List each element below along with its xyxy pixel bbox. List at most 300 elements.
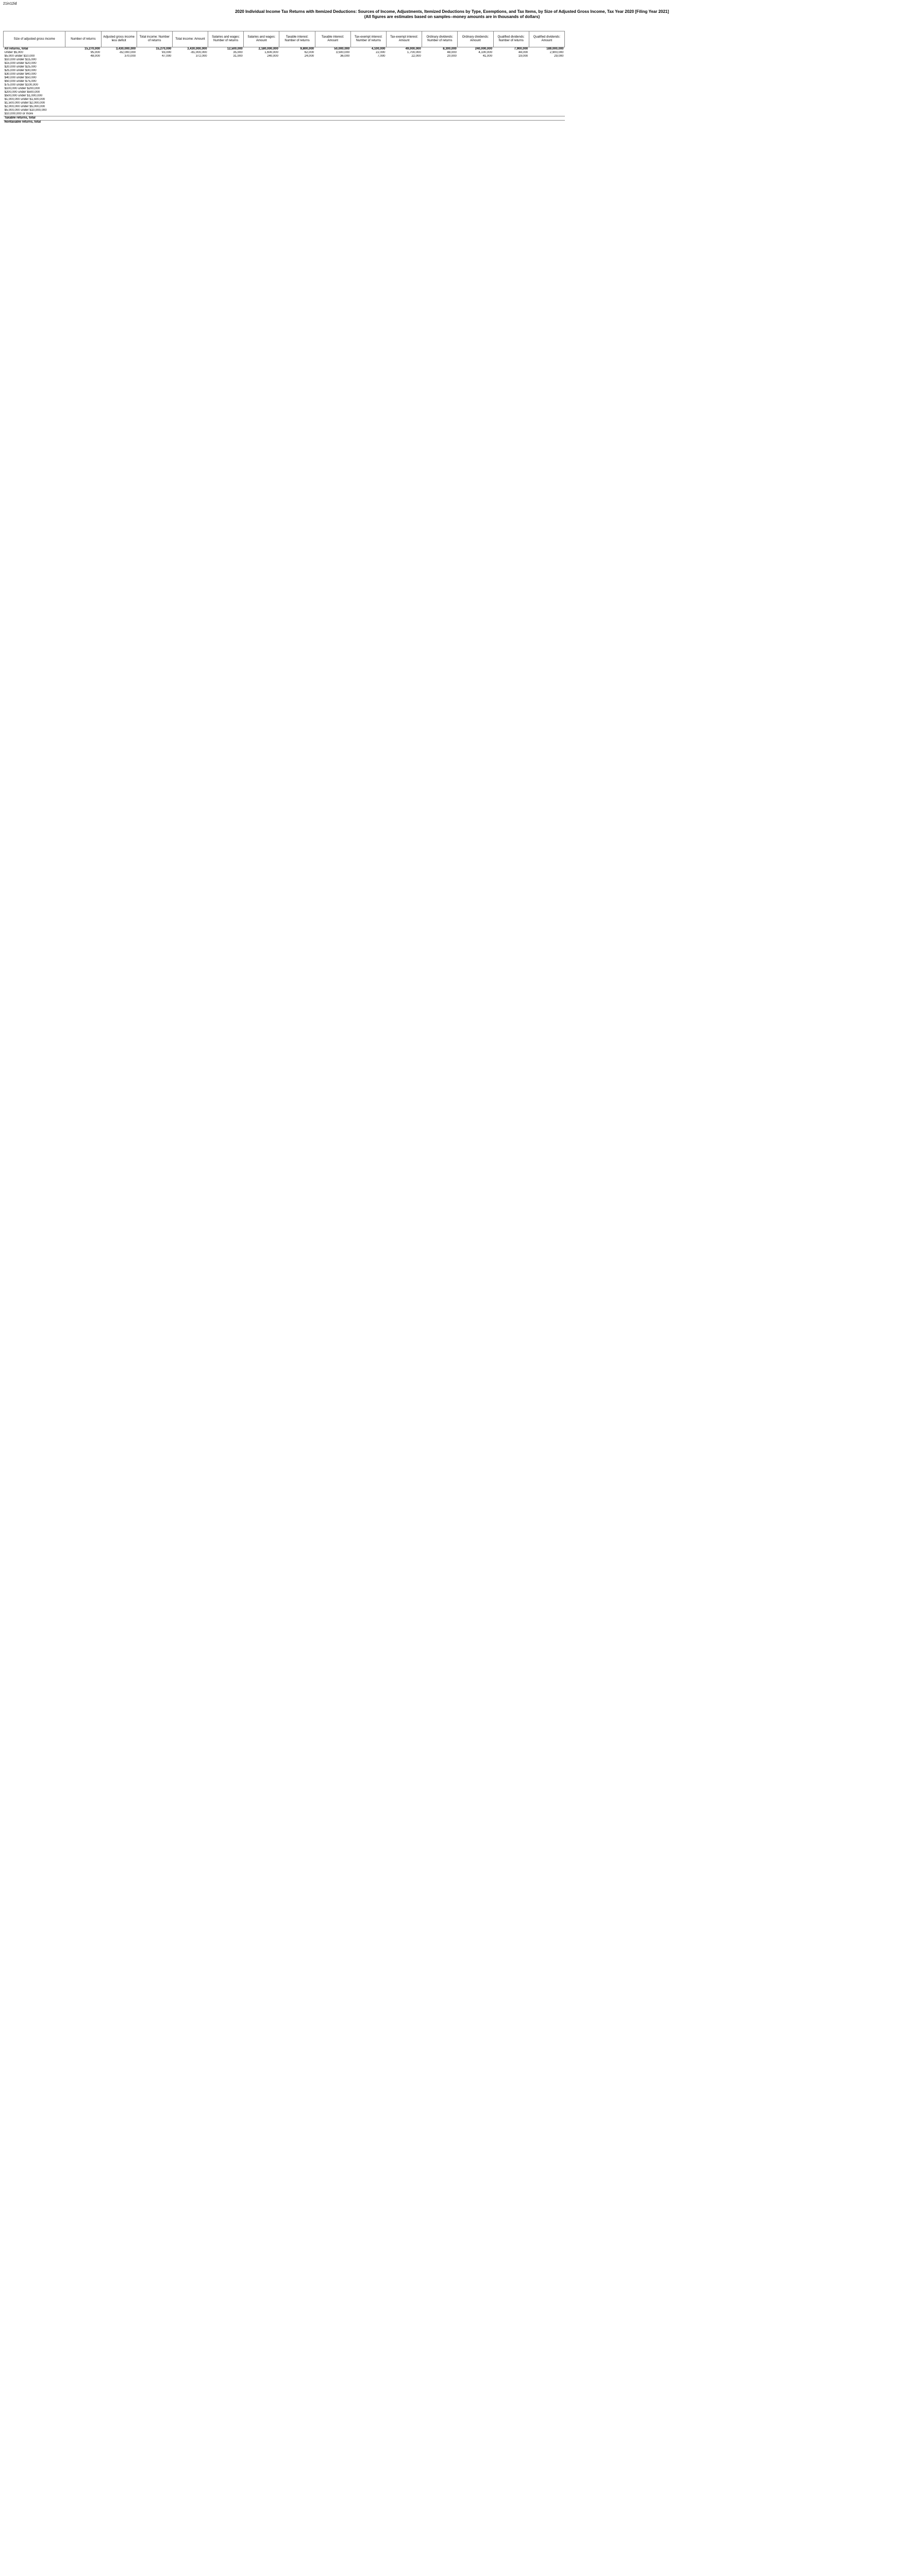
table-cell (137, 121, 172, 125)
table-cell (279, 87, 315, 91)
table-cell (422, 105, 458, 109)
table-cell (387, 105, 422, 109)
row-label: Under $5,000 (4, 51, 23, 54)
table-cell (529, 62, 564, 65)
table-cell (529, 109, 564, 112)
table-cell: 9,800,000 (300, 47, 314, 50)
table-cell (350, 62, 386, 65)
table-cell (101, 109, 137, 112)
table-cell (493, 65, 529, 69)
table-cell: 35,000 (233, 51, 243, 54)
table-cell (458, 112, 493, 116)
table-cell (529, 58, 564, 62)
table-cell (458, 91, 493, 94)
table-cell (101, 112, 137, 116)
table-cell (422, 58, 458, 62)
table-cell (137, 91, 172, 94)
table-cell: 41,000 (482, 55, 493, 58)
table-cell: 29,000 (554, 55, 564, 58)
table-cell: 7,000 (377, 55, 386, 58)
table-cell (101, 116, 137, 121)
table-cell (315, 101, 350, 105)
table-row (4, 80, 565, 83)
table-cell (65, 101, 101, 105)
table-cell (350, 101, 386, 105)
table-cell: 24,000 (304, 55, 314, 58)
table-cell (458, 94, 493, 98)
table-cell (493, 112, 529, 116)
table-cell: 22,000 (376, 51, 386, 54)
table-row (4, 76, 565, 80)
table-cell (65, 73, 101, 76)
table-cell (65, 109, 101, 112)
row-label: Taxable returns, total (4, 116, 65, 121)
table-cell (244, 73, 279, 76)
table-cell (387, 80, 422, 83)
table-cell (422, 87, 458, 91)
stub-header: Size of adjusted gross income (4, 31, 65, 47)
table-cell (137, 58, 172, 62)
table-cell (172, 109, 208, 112)
table-cell (387, 58, 422, 62)
table-cell: 19,000 (518, 55, 528, 58)
table-cell (350, 109, 386, 112)
row-label: All returns, total (4, 47, 28, 50)
row-label: $2,000,000 under $5,000,000 (4, 105, 45, 108)
table-cell (493, 101, 529, 105)
table-cell (529, 91, 564, 94)
table-cell (493, 94, 529, 98)
table-cell (529, 80, 564, 83)
table-cell (279, 83, 315, 87)
table-cell (65, 121, 101, 125)
table-cell (172, 101, 208, 105)
table-cell (422, 94, 458, 98)
table-cell: 93,000 (162, 51, 172, 54)
table-cell (350, 76, 386, 80)
table-row (4, 65, 565, 69)
table-cell (493, 116, 529, 121)
table-cell (137, 69, 172, 73)
table-cell (244, 69, 279, 73)
table-cell: 240,000,000 (475, 47, 493, 50)
table-cell (315, 116, 350, 121)
table-cell (458, 58, 493, 62)
table-cell (279, 76, 315, 80)
table-cell (315, 76, 350, 80)
table-cell (350, 80, 386, 83)
table-cell (350, 65, 386, 69)
table-cell (244, 112, 279, 116)
table-cell (208, 109, 244, 112)
table-cell (244, 94, 279, 98)
table-cell (208, 121, 244, 125)
table-cell (458, 62, 493, 65)
table-row (4, 58, 565, 62)
table-cell (529, 94, 564, 98)
table-cell: 48,000 (447, 51, 457, 54)
row-label: $1,000,000 under $1,500,000 (4, 98, 45, 101)
doc-title: 2020 Individual Income Tax Returns with Itemized Deductions: Sources of Income, Adjustments, Itemized Deductions by Type, Exemptions, and Tax Items, by Size of Adjusted Gross Income, Tax Year 2020 [Filing Year 2021] (235, 9, 669, 14)
table-cell (137, 65, 172, 69)
table-cell (350, 116, 386, 121)
table-cell (422, 73, 458, 76)
table-cell (101, 69, 137, 73)
table-cell (350, 112, 386, 116)
table-cell (172, 105, 208, 109)
table-row (4, 109, 565, 112)
table-cell (529, 101, 564, 105)
table-cell (422, 109, 458, 112)
table-cell (172, 121, 208, 125)
table-cell (315, 98, 350, 101)
table-cell: 3,500,000 (336, 51, 350, 54)
table-cell (279, 101, 315, 105)
table-row (4, 83, 565, 87)
table-cell (387, 116, 422, 121)
table-cell (493, 91, 529, 94)
table-cell (387, 112, 422, 116)
table-cell (137, 116, 172, 121)
row-label: $25,000 under $30,000 (4, 69, 37, 72)
table-row (4, 62, 565, 65)
table-cell: 3,430,000,000 (115, 47, 136, 50)
table-cell (493, 62, 529, 65)
table-cell: 2,180,000,000 (258, 47, 278, 50)
table-cell (422, 112, 458, 116)
table-cell (493, 83, 529, 87)
table-cell (315, 62, 350, 65)
table-cell (279, 98, 315, 101)
row-label: $15,000 under $20,000 (4, 62, 37, 65)
table-cell: 12,500,000 (227, 47, 243, 50)
table-cell (350, 105, 386, 109)
table-cell (350, 121, 386, 125)
column-header: Qualified dividends: Amount (529, 31, 564, 47)
table-cell: 1,700,000 (407, 51, 421, 54)
table-cell (208, 65, 244, 69)
table-cell (244, 91, 279, 94)
table-cell (65, 69, 101, 73)
doc-id: 21in12id (3, 2, 17, 6)
table-cell (208, 83, 244, 87)
table-cell (422, 98, 458, 101)
table-cell (101, 101, 137, 105)
data-table-1 (3, 31, 565, 124)
table-cell (65, 105, 101, 109)
table-row (4, 105, 565, 109)
table-cell (422, 91, 458, 94)
table-cell: 8,300,000 (443, 47, 457, 50)
table-cell (172, 76, 208, 80)
table-cell (387, 91, 422, 94)
table-cell (137, 101, 172, 105)
table-cell (244, 65, 279, 69)
row-label: $10,000 under $15,000 (4, 58, 37, 61)
table-cell (65, 65, 101, 69)
table-cell (208, 101, 244, 105)
table-cell (422, 69, 458, 73)
table-cell (529, 116, 564, 121)
table-cell (101, 58, 137, 62)
table-cell (172, 73, 208, 76)
table-cell (101, 73, 137, 76)
table-cell (137, 105, 172, 109)
table-cell (350, 83, 386, 87)
table-cell (208, 73, 244, 76)
table-cell (315, 91, 350, 94)
table-cell (279, 105, 315, 109)
table-cell (458, 121, 493, 125)
table-cell (137, 76, 172, 80)
table-cell (387, 109, 422, 112)
table-cell: 36,000 (340, 55, 350, 58)
table-cell (101, 91, 137, 94)
table-cell (244, 121, 279, 125)
table-cell (137, 87, 172, 91)
table-cell: 1,600,000 (264, 51, 278, 54)
table-cell (279, 116, 315, 121)
table-row (4, 47, 565, 52)
table-row (4, 98, 565, 101)
table-cell (244, 80, 279, 83)
row-label: $75,000 under $100,000 (4, 83, 38, 87)
table-cell (387, 69, 422, 73)
table-cell (387, 76, 422, 80)
table-cell (493, 121, 529, 125)
table-cell (529, 76, 564, 80)
table-row (4, 55, 565, 58)
table-cell: -81,000,000 (190, 51, 207, 54)
table-cell (279, 121, 315, 125)
table-cell: 372,000 (195, 55, 207, 58)
table-cell (244, 87, 279, 91)
table-cell (458, 109, 493, 112)
table-cell: 47,000 (162, 55, 172, 58)
table-cell (172, 83, 208, 87)
table-cell (529, 112, 564, 116)
table-cell (350, 94, 386, 98)
table-cell (422, 116, 458, 121)
column-header: Tax-exempt interest: Number of returns (350, 31, 386, 47)
column-header: Taxable interest: Number of returns (279, 31, 315, 47)
table-cell (458, 65, 493, 69)
table-cell (493, 76, 529, 80)
table-cell: 31,000 (233, 55, 243, 58)
table-cell (315, 65, 350, 69)
table-row (4, 101, 565, 105)
row-label: $50,000 under $75,000 (4, 80, 37, 83)
column-header: Total income: Number of returns (137, 31, 172, 47)
table-cell (208, 87, 244, 91)
table-cell (315, 94, 350, 98)
table-cell (458, 116, 493, 121)
table-cell: 3,430,000,000 (187, 47, 207, 50)
table-cell (529, 83, 564, 87)
table-cell (172, 87, 208, 91)
table-cell (422, 65, 458, 69)
table-cell: 15,270,000 (84, 47, 101, 50)
table-cell (65, 76, 101, 80)
table-cell (458, 83, 493, 87)
table-cell (208, 58, 244, 62)
table-cell (529, 65, 564, 69)
table-cell (244, 83, 279, 87)
table-cell (458, 80, 493, 83)
table-cell (529, 73, 564, 76)
table-cell (387, 101, 422, 105)
table-cell (172, 116, 208, 121)
table-cell (350, 87, 386, 91)
table-cell (315, 105, 350, 109)
table-cell (208, 69, 244, 73)
table-cell (101, 87, 137, 91)
table-cell (279, 73, 315, 76)
table-cell: 4,100,000 (371, 47, 386, 50)
column-header: Adjusted gross income less deficit (101, 31, 137, 47)
table-cell: 370,000 (124, 55, 136, 58)
table-cell (65, 112, 101, 116)
table-cell: 50,000,000 (334, 47, 350, 50)
row-label: $500,000 under $1,000,000 (4, 94, 43, 97)
table-cell (279, 94, 315, 98)
table-cell (493, 87, 529, 91)
table-cell (137, 62, 172, 65)
table-cell: 48,000 (90, 55, 101, 58)
table-cell (279, 69, 315, 73)
table-cell (279, 58, 315, 62)
table-cell (208, 112, 244, 116)
table-row (4, 91, 565, 94)
table-cell (493, 69, 529, 73)
table-cell (422, 101, 458, 105)
table-cell (529, 121, 564, 125)
table-cell: 44,000 (518, 51, 528, 54)
table-cell: 49,000,000 (405, 47, 421, 50)
table-cell (244, 109, 279, 112)
table-cell (172, 98, 208, 101)
table-cell (493, 98, 529, 101)
table-cell (65, 58, 101, 62)
table-cell (101, 62, 137, 65)
table-cell (529, 105, 564, 109)
column-header: Tax-exempt interest: Amount (387, 31, 422, 47)
column-header: Ordinary dividends: Number of returns (422, 31, 458, 47)
table-cell (315, 80, 350, 83)
table-cell: 62,000 (304, 51, 314, 54)
table-cell (65, 91, 101, 94)
table-cell (422, 76, 458, 80)
table-cell (101, 98, 137, 101)
table-cell (387, 98, 422, 101)
table-cell (137, 83, 172, 87)
table-cell: 22,000 (411, 55, 421, 58)
table-cell (172, 94, 208, 98)
table-cell: 7,900,000 (514, 47, 528, 50)
column-header: Qualified dividends: Number of returns (493, 31, 529, 47)
table-cell: 2,900,000 (549, 51, 564, 54)
table-cell (172, 91, 208, 94)
table-cell (350, 91, 386, 94)
table-cell (244, 58, 279, 62)
table-cell (529, 98, 564, 101)
table-cell (493, 80, 529, 83)
table-cell (350, 73, 386, 76)
table-cell (208, 91, 244, 94)
table-cell (137, 112, 172, 116)
table-cell (65, 98, 101, 101)
table-cell: 240,000 (267, 55, 278, 58)
table-cell: 95,000 (90, 51, 101, 54)
table-cell (65, 87, 101, 91)
table-cell (422, 62, 458, 65)
table-cell (279, 112, 315, 116)
doc-subtitle: (All figures are estimates based on samples--money amounts are in thousands of dollars) (364, 14, 540, 19)
table-cell (458, 87, 493, 91)
table-cell (422, 83, 458, 87)
table-cell (65, 116, 101, 121)
table-row (4, 121, 565, 125)
table-cell (458, 101, 493, 105)
table-row (4, 116, 565, 121)
table-cell (208, 80, 244, 83)
table-cell (315, 87, 350, 91)
table-cell (244, 116, 279, 121)
table-cell (65, 80, 101, 83)
table-cell (315, 112, 350, 116)
table-cell (315, 73, 350, 76)
table-cell (493, 58, 529, 62)
table-cell (208, 76, 244, 80)
table-cell (315, 69, 350, 73)
table-cell (529, 87, 564, 91)
row-label: $1,500,000 under $2,000,000 (4, 101, 45, 105)
table-cell (315, 58, 350, 62)
table-cell (137, 73, 172, 76)
table-cell (101, 65, 137, 69)
table-cell (493, 73, 529, 76)
table-cell (244, 98, 279, 101)
table-row (4, 112, 565, 116)
table-cell (387, 83, 422, 87)
table-cell (279, 65, 315, 69)
table-cell (387, 65, 422, 69)
table-cell (244, 62, 279, 65)
table-cell (208, 98, 244, 101)
table-cell (137, 94, 172, 98)
row-label: $5,000 under $10,000 (4, 55, 35, 58)
table-cell: 189,000,000 (546, 47, 564, 50)
table-cell (458, 76, 493, 80)
table-cell (172, 65, 208, 69)
row-label: $5,000,000 under $10,000,000 (4, 109, 47, 112)
table-cell (279, 80, 315, 83)
table-cell (279, 91, 315, 94)
table-cell (208, 105, 244, 109)
table-cell (493, 109, 529, 112)
table-cell (458, 73, 493, 76)
table-cell (101, 105, 137, 109)
table-cell (101, 121, 137, 125)
row-label: $200,000 under $500,000 (4, 91, 40, 94)
table-cell (422, 121, 458, 125)
table-cell: 15,270,000 (156, 47, 172, 50)
table-cell: 4,100,000 (478, 51, 493, 54)
table-cell (458, 69, 493, 73)
row-label: $100,000 under $200,000 (4, 87, 40, 90)
table-cell (458, 98, 493, 101)
table-cell (350, 98, 386, 101)
